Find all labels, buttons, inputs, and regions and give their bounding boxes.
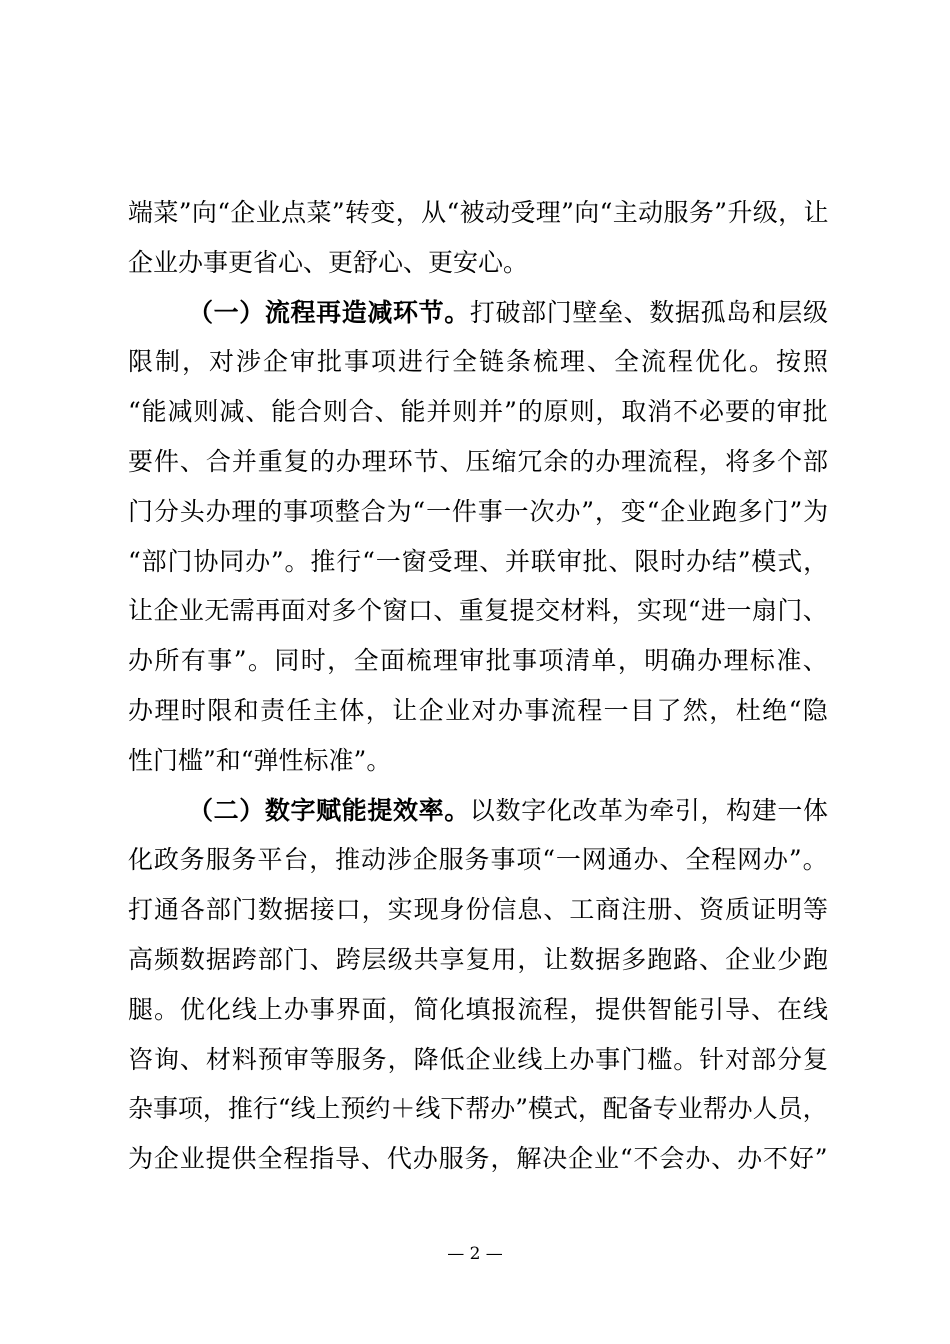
- section-heading: （二）数字赋能提效率。: [188, 795, 470, 825]
- line-text: 限制，对涉企审批事项进行全链条梳理、全流程优化。按照: [128, 347, 831, 377]
- text-line: [128, 1134, 828, 1184]
- section-heading-line: [128, 786, 828, 836]
- text-line: [128, 1084, 828, 1134]
- line-text: 杂事项，推行“线上预约＋线下帮办”模式，配备专业帮办人员，: [128, 1094, 828, 1124]
- line-text: 让企业无需再面对多个窗口、重复提交材料，实现“进一扇门、: [128, 596, 829, 626]
- line-text: “部门协同办”。推行“一窗受理、并联审批、限时办结”模式，: [128, 546, 829, 576]
- line-text: 企业办事更省心、更舒心、更安心。: [128, 247, 529, 277]
- line-text: 端菜”向“企业点菜”转变，从“被动受理”向“主动服务”升级，让: [128, 198, 829, 227]
- line-text: 办理时限和责任主体，让企业对办事流程一目了然，杜绝“隐: [128, 695, 830, 725]
- text-line: [128, 387, 828, 437]
- line-text: “能减则减、能合则合、能并则并”的原则，取消不必要的审批: [128, 397, 829, 427]
- line-text: 化政务服务平台，推动涉企服务事项“一网通办、全程网办”。: [128, 845, 829, 875]
- line-text: 门分头办理的事项整合为“一件事一次办”，变“企业跑多门”为: [128, 496, 829, 526]
- text-line: [128, 636, 828, 686]
- line-text: 高频数据跨部门、跨层级共享复用，让数据多跑路、企业少跑: [128, 944, 829, 974]
- text-line: [128, 985, 828, 1035]
- section-heading: （一）流程再造减环节。: [188, 297, 470, 327]
- line-text: 打通各部门数据接口，实现身份信息、工商注册、资质证明等: [128, 895, 829, 925]
- text-line: [128, 935, 828, 985]
- page-number: — 2 —: [447, 1244, 503, 1264]
- text-line: [128, 487, 828, 537]
- document-body: [128, 188, 831, 1184]
- section-heading-line: [128, 288, 828, 338]
- text-line: [128, 586, 828, 636]
- text-line: [128, 1035, 828, 1085]
- line-text: 要件、合并重复的办理环节、压缩冗余的办理流程，将多个部: [128, 446, 829, 476]
- line-text: 办所有事”。同时，全面梳理审批事项清单，明确办理标准、: [128, 646, 830, 676]
- text-line: [128, 686, 828, 736]
- text-line: [128, 238, 828, 288]
- text-line: [128, 885, 828, 935]
- text-line: [128, 437, 828, 487]
- line-text: 以数字化改革为牵引，构建一体: [469, 795, 829, 825]
- line-text: 为企业提供全程指导、代办服务，解决企业“不会办、办不好”: [128, 1144, 829, 1174]
- text-line: [128, 736, 828, 786]
- line-text: 性门槛”和“弹性标准”。: [128, 745, 392, 775]
- line-text: 咨询、材料预审等服务，降低企业线上办事门槛。针对部分复: [128, 1044, 829, 1074]
- text-line: [128, 537, 828, 587]
- text-line: [128, 188, 828, 238]
- line-text: 打破部门壁垒、数据孤岛和层级: [469, 297, 829, 327]
- line-text: 腿。优化线上办事界面，简化填报流程，提供智能引导、在线: [128, 994, 829, 1024]
- text-line: [128, 337, 831, 387]
- text-line: [128, 835, 828, 885]
